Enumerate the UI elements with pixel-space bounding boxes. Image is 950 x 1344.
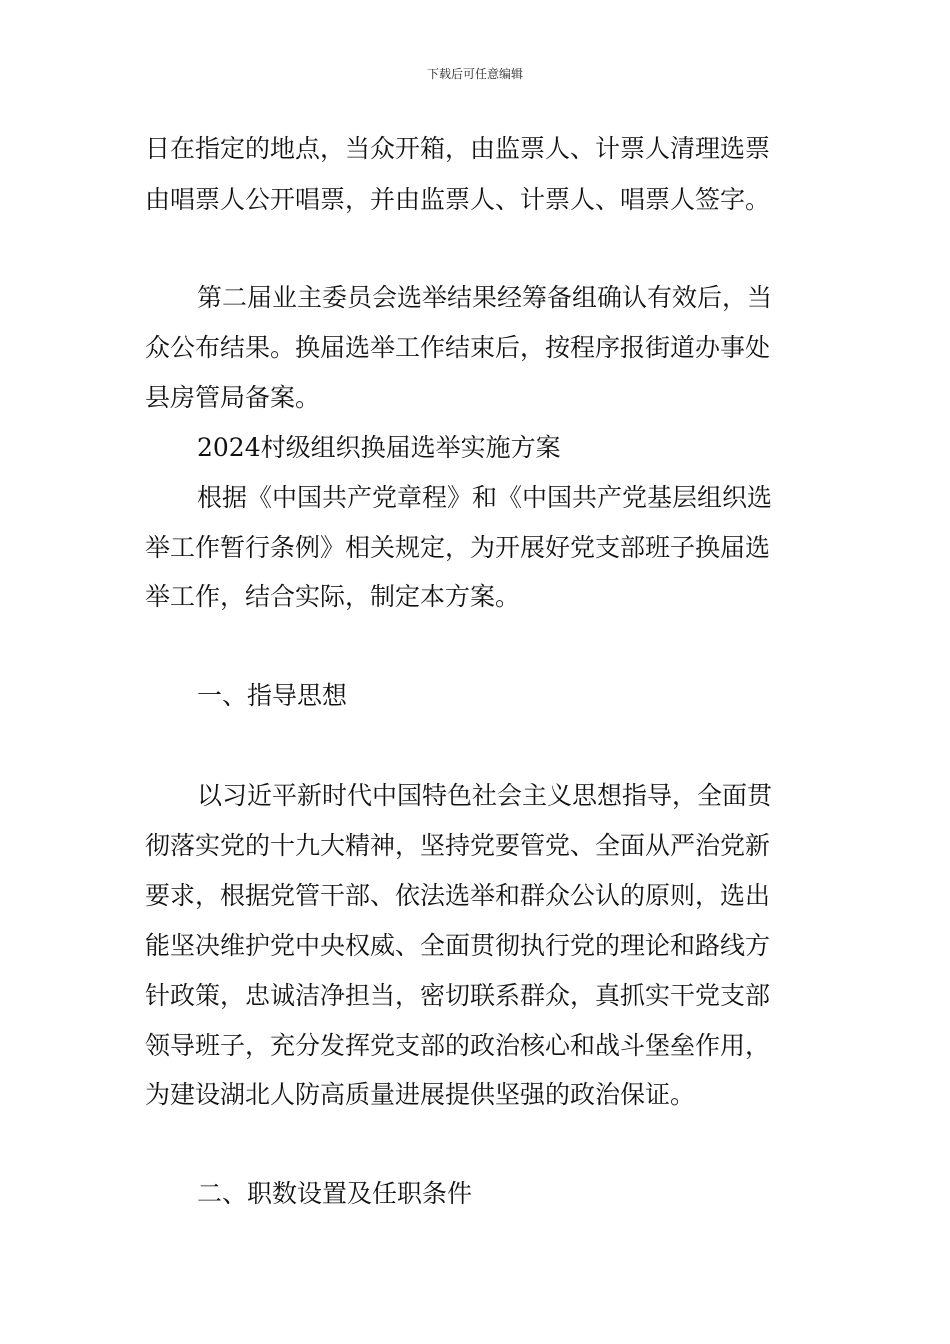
paragraph-line: 领导班子，充分发挥党支部的政治核心和战斗堡垒作用， [145,1031,771,1060]
section-heading-1: 一、指导思想 [197,681,348,710]
section-heading-2: 二、职数设置及任职条件 [197,1179,473,1208]
paragraph-line: 以习近平新时代中国特色社会主义思想指导，全面贯 [197,781,773,810]
paragraph-line: 为建设湖北人防高质量进展提供坚强的政治保证。 [145,1080,696,1109]
paragraph-line: 举工作，结合实际，制定本方案。 [145,582,521,611]
paragraph-line: 第二届业主委员会选举结果经筹备组确认有效后，当 [197,283,773,312]
paragraph-line: 由唱票人公开唱票，并由监票人、计票人、唱票人签字。 [145,185,771,214]
paragraph-line: 举工作暂行条例》相关规定，为开展好党支部班子换届选 [145,533,771,562]
paragraph-line: 针政策，忠诚洁净担当，密切联系群众，真抓实干党支部 [145,981,771,1010]
paragraph-line: 县房管局备案。 [145,383,321,412]
paragraph-line: 彻落实党的十九大精神，坚持党要管党、全面从严治党新 [145,831,771,860]
paragraph-line: 日在指定的地点，当众开箱，由监票人、计票人清理选票 [145,134,771,163]
paragraph-line: 要求，根据党管干部、依法选举和群众公认的原则，选出 [145,881,771,910]
document-title: 2024村级组织换届选举实施方案 [197,433,561,462]
paragraph-line: 众公布结果。换届选举工作结束后，按程序报街道办事处 [145,333,771,362]
paragraph-line: 根据《中国共产党章程》和《中国共产党基层组织选 [197,483,773,512]
paragraph-line: 能坚决维护党中央权威、全面贯彻执行党的理论和路线方 [145,931,771,960]
page-header: 下载后可任意编辑 [426,67,523,81]
